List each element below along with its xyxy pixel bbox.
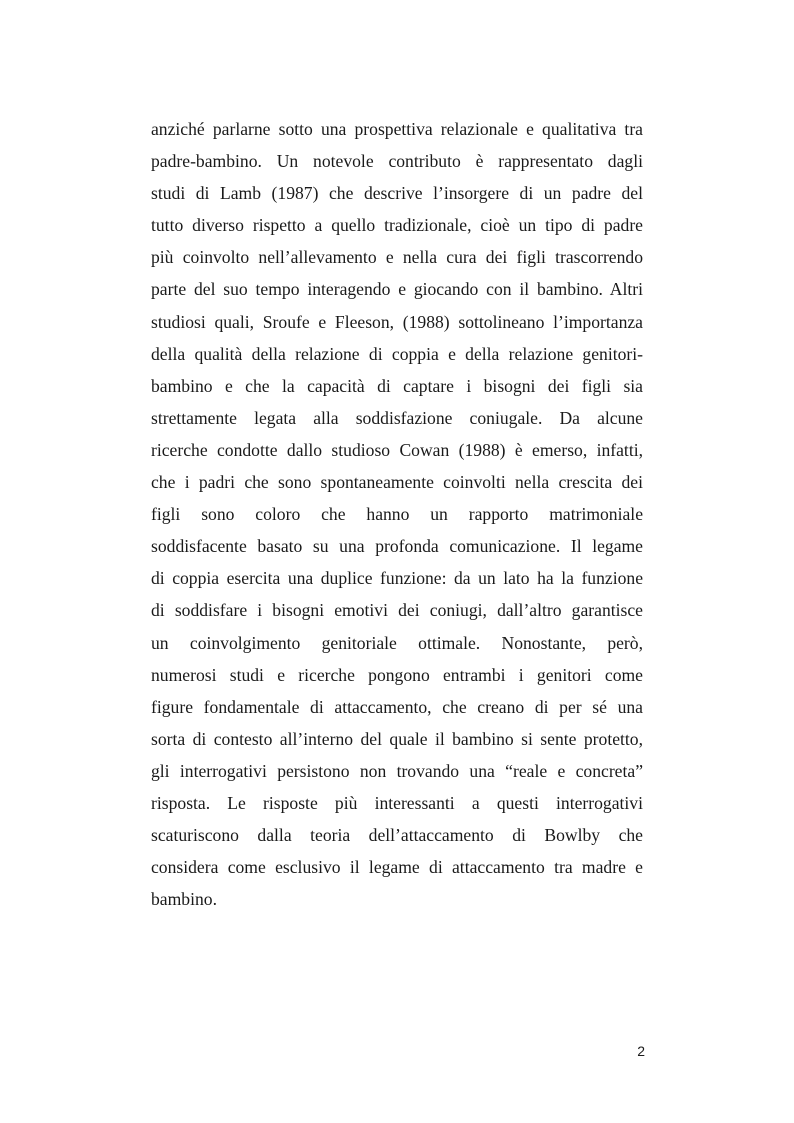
paragraph-line: più coinvolto nell’allevamento e nella cura dei figli trascorrendo — [151, 247, 643, 268]
paragraph-line: studiosi quali, Sroufe e Fleeson, (1988) sottolineano l’importanza — [151, 311, 643, 332]
page-number: 2 — [637, 1043, 645, 1059]
paragraph-line: figli sono coloro che hanno un rapporto matrimoniale — [151, 504, 643, 525]
paragraph-line: bambino. — [151, 889, 217, 910]
paragraph-line: strettamente legata alla soddisfazione coniugale. Da alcune — [151, 407, 643, 428]
paragraph-line: sorta di contesto all’interno del quale il bambino si sente protetto, — [151, 728, 643, 749]
paragraph-line: padre-bambino. Un notevole contributo è rappresentato dagli — [151, 151, 643, 172]
paragraph-line: scaturiscono dalla teoria dell’attaccamento di Bowlby che — [151, 825, 643, 846]
paragraph-line: studi di Lamb (1987) che descrive l’insorgere di un padre del — [151, 183, 643, 204]
paragraph-line: considera come esclusivo il legame di attaccamento tra madre e — [151, 857, 643, 878]
paragraph-line: anziché parlarne sotto una prospettiva relazionale e qualitativa tra — [151, 119, 643, 139]
paragraph-line: figure fondamentale di attaccamento, che creano di per sé una — [151, 696, 643, 717]
paragraph-line: soddisfacente basato su una profonda comunicazione. Il legame — [151, 536, 643, 557]
paragraph-line: di soddisfare i bisogni emotivi dei coniugi, dall’altro garantisce — [151, 600, 643, 621]
paragraph-line: risposta. Le risposte più interessanti a questi interrogativi — [151, 792, 643, 813]
paragraph-line: parte del suo tempo interagendo e giocando con il bambino. Altri — [151, 279, 643, 300]
paragraph-line: di coppia esercita una duplice funzione: da un lato ha la funzione — [151, 568, 643, 589]
paragraph-line: gli interrogativi persistono non trovando una “reale e concreta” — [151, 760, 643, 781]
paragraph-line: ricerche condotte dallo studioso Cowan (1988) è emerso, infatti, — [151, 439, 643, 460]
paragraph-line: bambino e che la capacità di captare i bisogni dei figli sia — [151, 375, 643, 396]
paragraph-line: che i padri che sono spontaneamente coinvolti nella crescita dei — [151, 472, 643, 493]
paragraph-line: della qualità della relazione di coppia e della relazione genitori- — [151, 343, 643, 364]
paragraph-line: un coinvolgimento genitoriale ottimale. Nonostante, però, — [151, 632, 643, 653]
paragraph-line: tutto diverso rispetto a quello tradizionale, cioè un tipo di padre — [151, 215, 643, 236]
paragraph-line: numerosi studi e ricerche pongono entrambi i genitori come — [151, 664, 643, 685]
body-paragraph — [151, 113, 643, 915]
